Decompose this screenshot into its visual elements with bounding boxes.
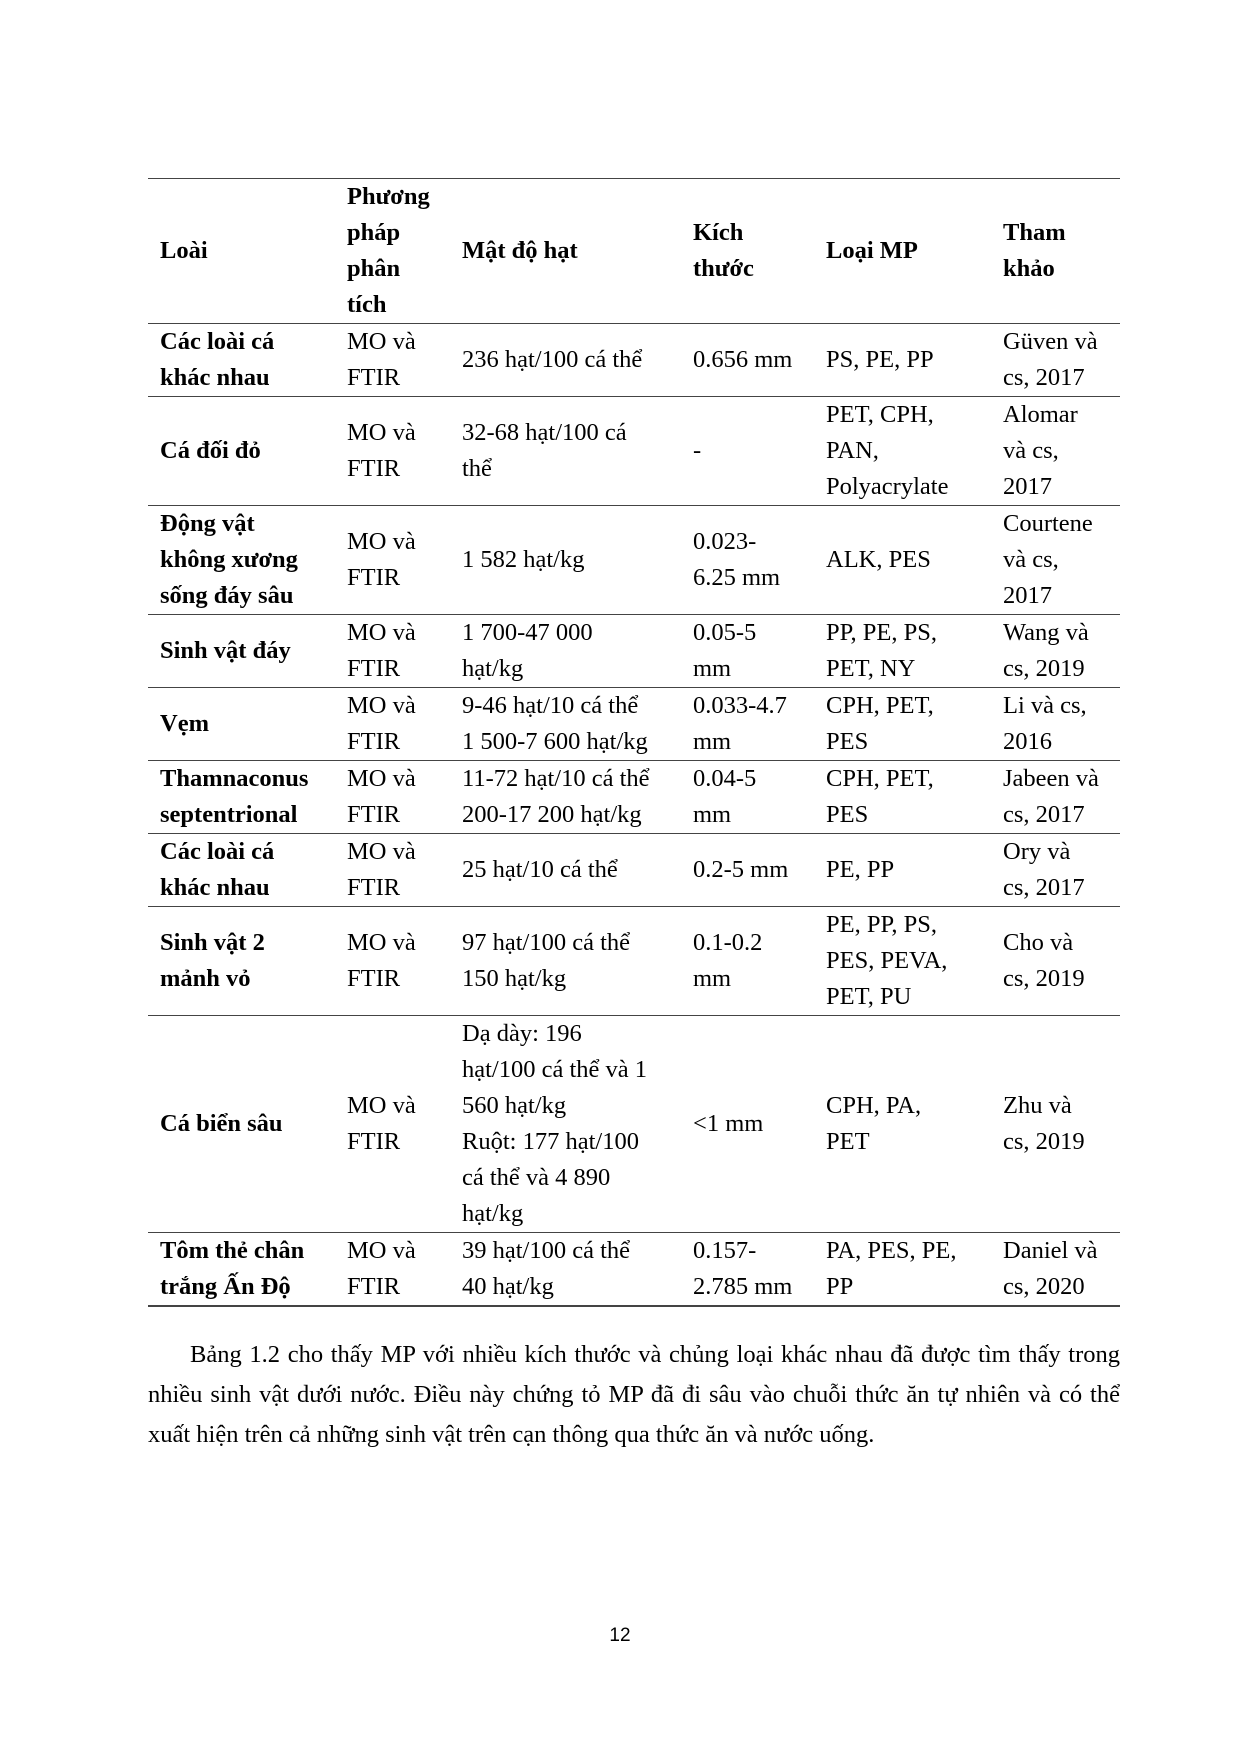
cell-reference	[991, 506, 1120, 615]
cell-line: FTIR	[347, 564, 401, 591]
cell-line: Jabeen và	[1003, 765, 1099, 792]
microplastic-table	[148, 178, 1120, 1307]
cell-line: 6.25 mm	[693, 564, 781, 591]
header-density: Mật độ hạt	[462, 237, 578, 264]
cell-line: 0.1-0.2	[693, 929, 763, 956]
cell-line: Thamnaconus	[160, 765, 309, 792]
cell-line: 0.04-5	[693, 765, 757, 792]
cell-density	[450, 834, 681, 907]
cell-method	[335, 324, 450, 397]
cell-density	[450, 907, 681, 1016]
cell-species	[148, 688, 335, 761]
cell-mp-type	[814, 615, 991, 688]
cell-line: 9-46 hạt/10 cá thể	[462, 692, 639, 719]
cell-line: Dạ dày: 196	[462, 1020, 582, 1047]
cell-line: PP, PE, PS,	[826, 619, 938, 646]
cell-line: MO và	[347, 692, 416, 719]
cell-line: PET, NY	[826, 655, 916, 682]
cell-line: Sinh vật đáy	[160, 637, 291, 664]
table-row	[148, 397, 1120, 506]
cell-reference	[991, 324, 1120, 397]
cell-line: hạt/kg	[462, 655, 524, 682]
header-size	[681, 179, 814, 324]
cell-line: 2017	[1003, 582, 1052, 609]
cell-line: 39 hạt/100 cá thể	[462, 1237, 631, 1264]
cell-line: Các loài cá	[160, 838, 275, 865]
cell-line: Daniel và	[1003, 1237, 1098, 1264]
cell-line: mảnh vỏ	[160, 965, 251, 992]
table-row	[148, 1016, 1120, 1233]
table-row	[148, 615, 1120, 688]
cell-line: PET	[826, 1128, 870, 1155]
cell-size	[681, 688, 814, 761]
cell-line: septentrional	[160, 801, 298, 828]
cell-mp-type	[814, 907, 991, 1016]
cell-line: và cs,	[1003, 546, 1059, 573]
cell-line: 0.023-	[693, 528, 757, 555]
cell-line: FTIR	[347, 364, 401, 391]
cell-method	[335, 1016, 450, 1233]
cell-line: -	[693, 437, 702, 464]
cell-method	[335, 688, 450, 761]
cell-line: FTIR	[347, 655, 401, 682]
cell-line: 150 hạt/kg	[462, 965, 567, 992]
cell-density	[450, 324, 681, 397]
cell-line: Courtene	[1003, 510, 1093, 537]
cell-line: cs, 2017	[1003, 874, 1085, 901]
cell-reference	[991, 688, 1120, 761]
cell-species	[148, 324, 335, 397]
cell-size	[681, 397, 814, 506]
cell-line: PET, CPH,	[826, 401, 934, 428]
header-method-line: Phương	[347, 183, 430, 210]
cell-line: MO và	[347, 1092, 416, 1119]
cell-method	[335, 615, 450, 688]
cell-line: MO và	[347, 328, 416, 355]
cell-line: 0.033-4.7	[693, 692, 787, 719]
cell-line: Li và cs,	[1003, 692, 1087, 719]
cell-line: cs, 2019	[1003, 1128, 1085, 1155]
table-row	[148, 834, 1120, 907]
cell-line: Cá đối đỏ	[160, 437, 261, 464]
header-size-line: thước	[693, 255, 754, 282]
cell-line: PE, PP	[826, 856, 895, 883]
cell-line: Sinh vật 2	[160, 929, 265, 956]
table-header-row	[148, 179, 1120, 324]
cell-line: mm	[693, 801, 732, 828]
cell-species	[148, 506, 335, 615]
cell-species	[148, 1016, 335, 1233]
cell-density	[450, 397, 681, 506]
cell-line: cá thể và 4 890	[462, 1164, 611, 1191]
cell-line: FTIR	[347, 1128, 401, 1155]
cell-density	[450, 1233, 681, 1307]
cell-line: Wang và	[1003, 619, 1089, 646]
cell-line: 0.05-5	[693, 619, 757, 646]
header-reference-line: Tham	[1003, 219, 1066, 246]
cell-line: cs, 2019	[1003, 965, 1085, 992]
cell-line: Polyacrylate	[826, 473, 949, 500]
header-reference-line: khảo	[1003, 255, 1055, 282]
cell-line: 1 500-7 600 hạt/kg	[462, 728, 648, 755]
cell-species	[148, 1233, 335, 1307]
cell-line: Tôm thẻ chân	[160, 1237, 305, 1264]
cell-line: 560 hạt/kg	[462, 1092, 567, 1119]
cell-line: Ruột: 177 hạt/100	[462, 1128, 639, 1155]
cell-line: Cho và	[1003, 929, 1074, 956]
cell-mp-type	[814, 761, 991, 834]
cell-method	[335, 907, 450, 1016]
cell-line: FTIR	[347, 874, 401, 901]
cell-line: 200-17 200 hạt/kg	[462, 801, 642, 828]
cell-line: 40 hạt/kg	[462, 1273, 554, 1300]
header-method	[335, 179, 450, 324]
cell-species	[148, 615, 335, 688]
cell-mp-type	[814, 324, 991, 397]
cell-line: 1 700-47 000	[462, 619, 593, 646]
cell-line: MO và	[347, 528, 416, 555]
table-row	[148, 324, 1120, 397]
cell-line: MO và	[347, 765, 416, 792]
cell-line: cs, 2017	[1003, 801, 1085, 828]
cell-size	[681, 324, 814, 397]
cell-line: Alomar	[1003, 401, 1078, 428]
cell-line: Cá biển sâu	[160, 1110, 283, 1137]
table-row	[148, 907, 1120, 1016]
cell-line: <1 mm	[693, 1110, 764, 1137]
header-species: Loài	[160, 237, 208, 264]
cell-size	[681, 907, 814, 1016]
table-row	[148, 688, 1120, 761]
header-method-line: pháp	[347, 219, 401, 246]
cell-line: 2016	[1003, 728, 1052, 755]
cell-size	[681, 761, 814, 834]
cell-mp-type	[814, 397, 991, 506]
cell-line: MO và	[347, 838, 416, 865]
cell-line: 11-72 hạt/10 cá thể	[462, 765, 650, 792]
table-row	[148, 761, 1120, 834]
cell-reference	[991, 397, 1120, 506]
cell-density	[450, 615, 681, 688]
cell-species	[148, 834, 335, 907]
cell-line: PP	[826, 1273, 854, 1300]
cell-mp-type	[814, 506, 991, 615]
cell-line: cs, 2017	[1003, 364, 1085, 391]
cell-mp-type	[814, 1233, 991, 1307]
cell-line: CPH, PET,	[826, 692, 934, 719]
cell-line: PAN,	[826, 437, 879, 464]
cell-line: MO và	[347, 419, 416, 446]
cell-reference	[991, 1016, 1120, 1233]
header-size-line: Kích	[693, 219, 744, 246]
cell-line: cs, 2020	[1003, 1273, 1085, 1300]
table-row	[148, 1233, 1120, 1307]
cell-line: PES	[826, 728, 869, 755]
cell-reference	[991, 834, 1120, 907]
cell-mp-type	[814, 834, 991, 907]
cell-line: Ory và	[1003, 838, 1071, 865]
cell-line: 0.2-5 mm	[693, 856, 789, 883]
cell-line: 97 hạt/100 cá thể	[462, 929, 631, 956]
cell-line: hạt/kg	[462, 1200, 524, 1227]
cell-mp-type	[814, 688, 991, 761]
cell-density	[450, 761, 681, 834]
cell-size	[681, 834, 814, 907]
cell-line: FTIR	[347, 728, 401, 755]
cell-line: 1 582 hạt/kg	[462, 546, 585, 573]
cell-line: FTIR	[347, 801, 401, 828]
cell-line: mm	[693, 728, 732, 755]
cell-reference	[991, 761, 1120, 834]
cell-line: cs, 2019	[1003, 655, 1085, 682]
cell-method	[335, 761, 450, 834]
cell-size	[681, 1016, 814, 1233]
cell-line: sống đáy sâu	[160, 582, 294, 609]
cell-density	[450, 506, 681, 615]
cell-line: khác nhau	[160, 364, 270, 391]
cell-species	[148, 761, 335, 834]
cell-line: FTIR	[347, 965, 401, 992]
paragraph-text: Bảng 1.2 cho thấy MP với nhiều kích thước và chủng loại khác nhau đã được tìm thấy trong nhiều sinh vật dưới nước. Điều này chứng tỏ MP đã đi sâu vào chuỗi thức ăn tự nhiên và có thể xuất hiện trên cả những sinh vật trên cạn thông qua thức ăn và nước uống.	[148, 1340, 1120, 1448]
cell-line: 32-68 hạt/100 cá	[462, 419, 627, 446]
cell-line: không xương	[160, 546, 298, 573]
cell-method	[335, 397, 450, 506]
cell-reference	[991, 1233, 1120, 1307]
header-method-line: phân	[347, 255, 401, 282]
cell-line: Vẹm	[160, 710, 209, 737]
cell-reference	[991, 907, 1120, 1016]
cell-line: PES, PEVA,	[826, 947, 948, 974]
cell-line: Các loài cá	[160, 328, 275, 355]
cell-line: hạt/100 cá thể và 1	[462, 1056, 648, 1083]
cell-line: 0.656 mm	[693, 346, 793, 373]
cell-line: 2.785 mm	[693, 1273, 793, 1300]
cell-line: PET, PU	[826, 983, 912, 1010]
cell-size	[681, 615, 814, 688]
cell-line: Động vật	[160, 510, 255, 537]
cell-line: FTIR	[347, 455, 401, 482]
cell-method	[335, 1233, 450, 1307]
cell-species	[148, 397, 335, 506]
cell-line: 236 hạt/100 cá thể	[462, 346, 643, 373]
cell-line: PA, PES, PE,	[826, 1237, 957, 1264]
cell-line: MO và	[347, 929, 416, 956]
cell-line: mm	[693, 655, 732, 682]
header-method-line: tích	[347, 291, 387, 318]
cell-line: Zhu và	[1003, 1092, 1072, 1119]
cell-line: 2017	[1003, 473, 1052, 500]
cell-line: khác nhau	[160, 874, 270, 901]
page-number: 12	[609, 1625, 631, 1646]
cell-density	[450, 688, 681, 761]
cell-line: MO và	[347, 619, 416, 646]
cell-line: CPH, PET,	[826, 765, 934, 792]
cell-species	[148, 907, 335, 1016]
cell-line: CPH, PA,	[826, 1092, 922, 1119]
cell-reference	[991, 615, 1120, 688]
cell-line: PS, PE, PP	[826, 346, 934, 373]
cell-density	[450, 1016, 681, 1233]
cell-line: PE, PP, PS,	[826, 911, 938, 938]
cell-method	[335, 506, 450, 615]
cell-line: PES	[826, 801, 869, 828]
cell-size	[681, 1233, 814, 1307]
table-row	[148, 506, 1120, 615]
header-mp-type: Loại MP	[826, 237, 918, 264]
cell-mp-type	[814, 1016, 991, 1233]
cell-line: thể	[462, 455, 492, 482]
cell-method	[335, 834, 450, 907]
body-paragraph	[148, 1335, 1120, 1455]
cell-line: FTIR	[347, 1273, 401, 1300]
header-reference	[991, 179, 1120, 324]
cell-line: ALK, PES	[826, 546, 931, 573]
cell-line: và cs,	[1003, 437, 1059, 464]
cell-line: trắng Ấn Độ	[160, 1273, 291, 1300]
cell-line: MO và	[347, 1237, 416, 1264]
cell-line: 25 hạt/10 cá thể	[462, 856, 618, 883]
cell-size	[681, 506, 814, 615]
cell-line: mm	[693, 965, 732, 992]
cell-line: Güven và	[1003, 328, 1098, 355]
cell-line: 0.157-	[693, 1237, 757, 1264]
